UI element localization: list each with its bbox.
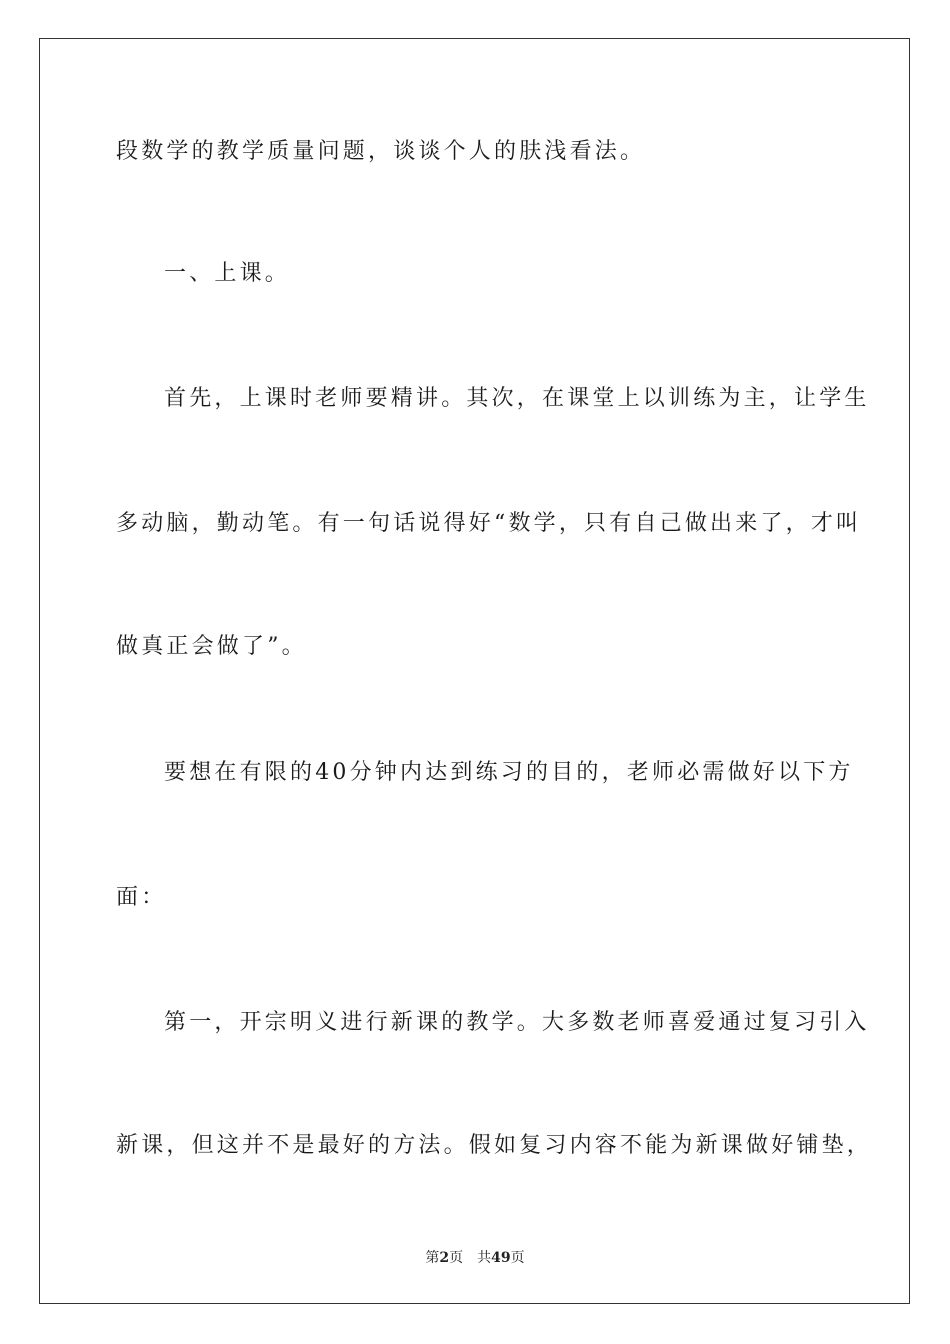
total-prefix: 共: [477, 1250, 492, 1266]
total-unit: 页: [510, 1250, 525, 1266]
page-footer: [0, 1247, 950, 1267]
paragraph-line-7: 第一，开宗明义进行新课的教学。大多数老师喜爱通过复习引入: [164, 1010, 870, 1035]
page-prefix: 第: [425, 1250, 440, 1266]
page-unit: 页: [449, 1250, 464, 1266]
total-page-count: 49: [491, 1250, 511, 1266]
page-border: [39, 38, 910, 1304]
paragraph-line-3: 多动脑，勤动笔。有一句话说得好“数学，只有自己做出来了，才叫: [116, 511, 862, 536]
paragraph-line-6: 面：: [116, 885, 167, 910]
paragraph-line-8: 新课，但这并不是最好的方法。假如复习内容不能为新课做好铺垫，: [116, 1133, 873, 1158]
paragraph-line-2: 首先，上课时老师要精讲。其次，在课堂上以训练为主，让学生: [164, 386, 870, 411]
paragraph-line-5: 要想在有限的40分钟内达到练习的目的，老师必需做好以下方: [164, 760, 854, 785]
section-heading: 一、上课。: [164, 261, 291, 286]
paragraph-line-1: 段数学的教学质量问题，谈谈个人的肤浅看法。: [116, 139, 646, 164]
current-page-number: 2: [439, 1250, 450, 1266]
paragraph-line-4: 做真正会做了”。: [116, 634, 307, 659]
